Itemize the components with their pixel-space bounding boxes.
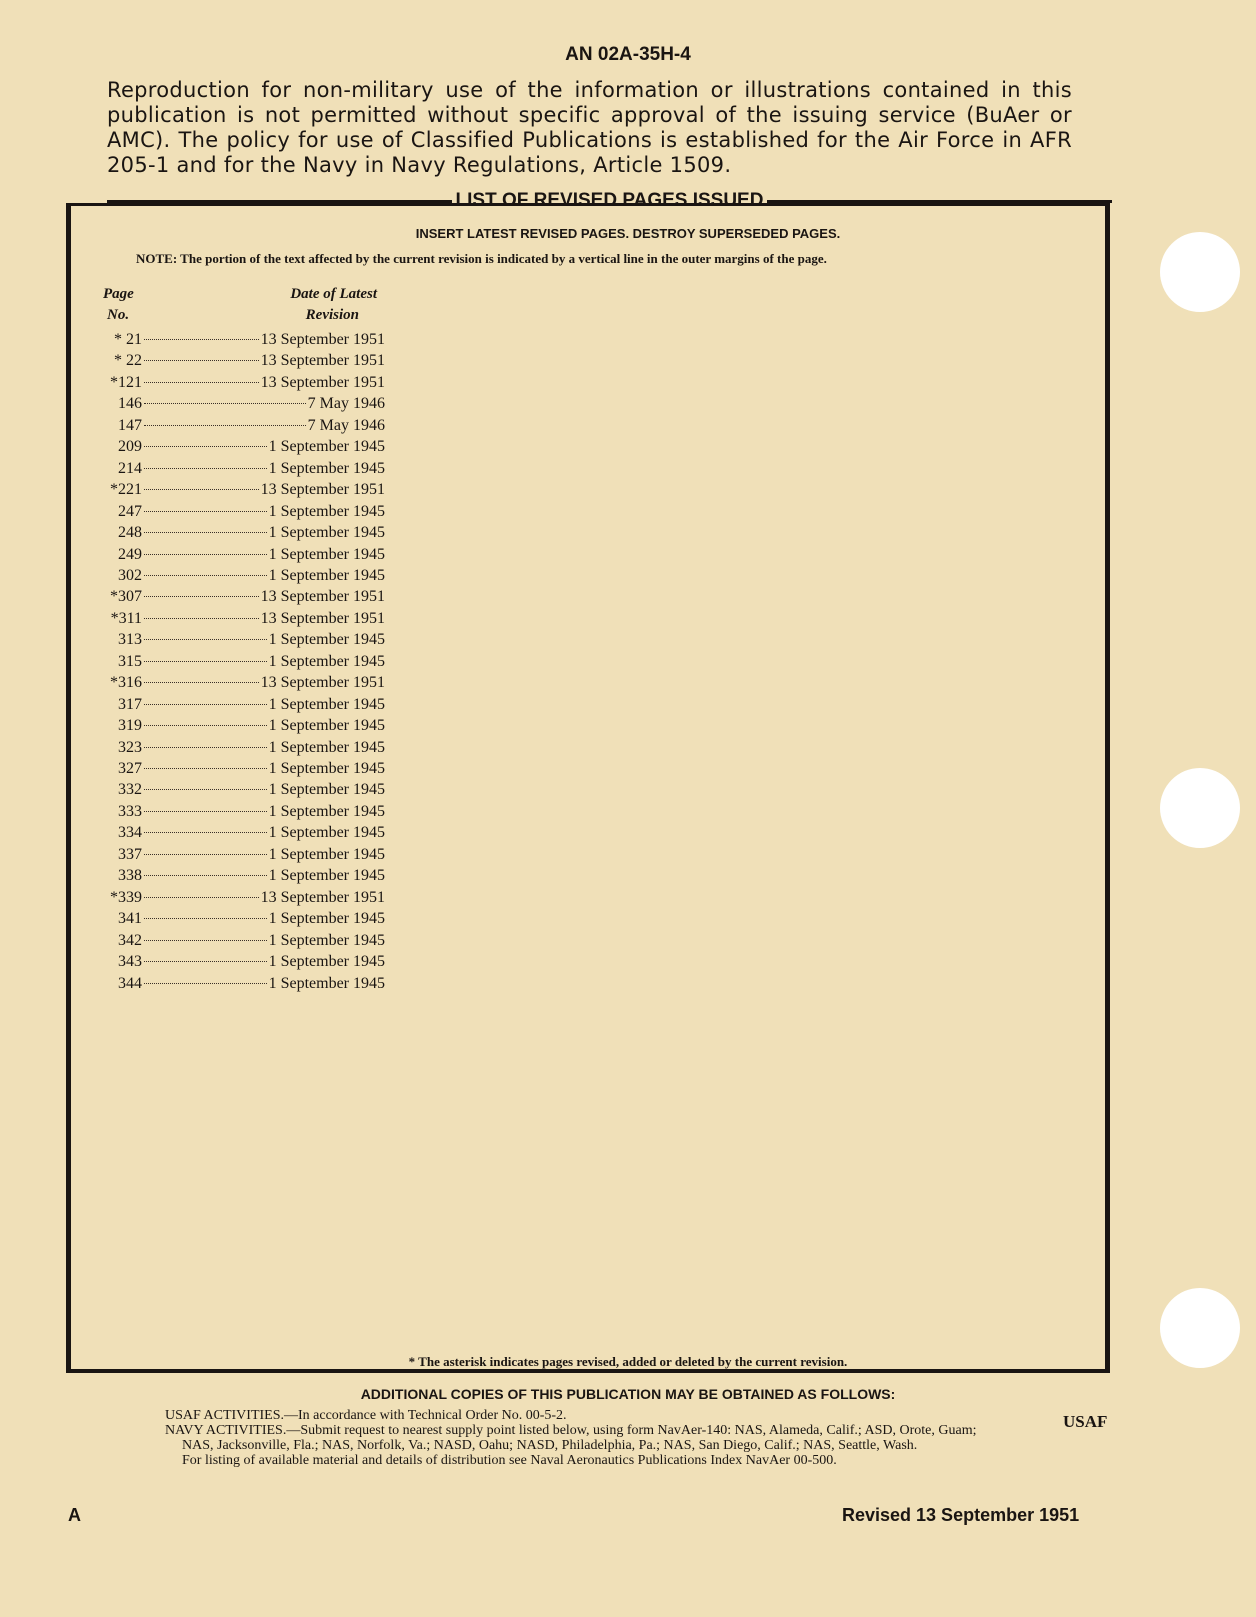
leader-dots <box>144 940 267 941</box>
table-row <box>95 524 385 545</box>
revision-date: 1 September 1945 <box>268 931 385 949</box>
leader-dots <box>144 854 267 855</box>
table-row <box>95 932 385 953</box>
revision-date: 1 September 1945 <box>268 566 385 584</box>
revision-date: 13 September 1951 <box>260 481 385 499</box>
revision-date: 1 September 1945 <box>268 631 385 649</box>
table-row <box>95 696 385 717</box>
revision-date: 1 September 1945 <box>268 695 385 713</box>
revision-date: 13 September 1951 <box>260 609 385 627</box>
column-header-date <box>262 284 377 326</box>
table-row <box>95 438 385 459</box>
page-number: 341 <box>118 910 142 928</box>
punch-hole <box>1160 1288 1240 1368</box>
revision-date: 13 September 1951 <box>260 674 385 692</box>
table-row <box>95 975 385 996</box>
revision-date: 7 May 1946 <box>307 416 385 434</box>
revision-date: 7 May 1946 <box>307 395 385 413</box>
page-number: 319 <box>118 717 142 735</box>
leader-dots <box>144 918 267 919</box>
date-label: Date of Latest <box>290 286 377 302</box>
leader-dots <box>144 532 267 533</box>
revision-date: 1 September 1945 <box>268 652 385 670</box>
revision-date: 1 September 1945 <box>268 438 385 456</box>
leader-dots <box>144 468 267 469</box>
section-title: LIST OF REVISED PAGES ISSUED <box>455 190 764 211</box>
page-number: 146 <box>118 395 142 413</box>
page-number: 343 <box>118 953 142 971</box>
leader-dots <box>144 575 267 576</box>
leader-dots <box>144 897 259 898</box>
revision-date: 13 September 1951 <box>260 588 385 606</box>
navy-activities: NAVY ACTIVITIES.—Submit request to nearest supply point listed below, using form NavAer-140: NAS, Alameda, Calif.; ASD, Orote, Guam; NAS, Jacksonville, Fla.; NAS, Norfolk, Va.; NASD, Oahu; NASD, Philadelphia, Pa.; NAS, San Diego, Calif.; NAS, Seattle, Wash. <box>165 1423 977 1453</box>
revision-date: 1 September 1945 <box>268 867 385 885</box>
page-number: *316 <box>110 674 142 692</box>
no-label: No. <box>107 307 130 323</box>
revision-date: 1 September 1945 <box>268 910 385 928</box>
page-number: *307 <box>110 588 142 606</box>
table-row <box>95 331 385 352</box>
instruction: INSERT LATEST REVISED PAGES. DESTROY SUPERSEDED PAGES. <box>415 226 841 241</box>
note: NOTE: The portion of the text affected by the current revision is indicated by a vertical line in the outer margins of the page. <box>136 251 827 266</box>
page-number: *221 <box>110 481 142 499</box>
page-number: 315 <box>118 652 142 670</box>
revision-date: 1 September 1945 <box>268 953 385 971</box>
table-row <box>95 374 385 395</box>
page-number: 214 <box>118 459 142 477</box>
usaf-activities: USAF ACTIVITIES.—In accordance with Technical Order No. 00-5-2. <box>165 1408 567 1423</box>
page-number: 338 <box>118 867 142 885</box>
table-row <box>95 546 385 567</box>
revision-date: 1 September 1945 <box>268 802 385 820</box>
page-number: 332 <box>118 781 142 799</box>
leader-dots <box>144 789 267 790</box>
leader-dots <box>144 983 267 984</box>
page-number: 327 <box>118 760 142 777</box>
page-number: *311 <box>110 609 142 627</box>
distribution-info <box>165 1408 1010 1468</box>
page-number: 248 <box>118 524 142 542</box>
leader-dots <box>144 875 267 876</box>
revision-date: 1 September 1945 <box>268 974 385 992</box>
table-row <box>95 717 385 738</box>
document-header: AN 02A-35H-4 <box>565 44 691 65</box>
additional-copies-heading: ADDITIONAL COPIES OF THIS PUBLICATION MAY BE OBTAINED AS FOLLOWS: <box>360 1386 896 1402</box>
page-number: 333 <box>118 802 142 820</box>
leader-dots <box>144 832 267 833</box>
table-row <box>95 867 385 888</box>
leader-dots <box>144 661 267 662</box>
column-header-page <box>103 284 134 326</box>
table-row <box>95 352 385 373</box>
leader-dots <box>144 747 267 748</box>
revision-date: 1 September 1945 <box>268 502 385 520</box>
leader-dots <box>144 768 267 769</box>
revision-date: 1 September 1945 <box>268 845 385 863</box>
table-row <box>95 460 385 481</box>
revision-date: 1 September 1945 <box>268 824 385 842</box>
asterisk-note: * The asterisk indicates pages revised, added or deleted by the current revision. <box>408 1354 848 1369</box>
page-number: 344 <box>118 974 142 992</box>
table-row <box>95 674 385 695</box>
page-number: 337 <box>118 845 142 863</box>
page-number: * 21 <box>114 331 142 348</box>
leader-dots <box>144 511 267 512</box>
revision-date: 13 September 1951 <box>260 352 385 370</box>
table-row <box>95 610 385 631</box>
punch-hole <box>1160 768 1240 848</box>
page-number: 147 <box>118 416 142 434</box>
table-row <box>95 395 385 416</box>
table-row <box>95 653 385 674</box>
table-row <box>95 567 385 588</box>
page-number: *121 <box>110 373 142 391</box>
leader-dots <box>144 961 267 962</box>
revision-date: 1 September 1945 <box>268 717 385 735</box>
page-number: 313 <box>118 631 142 649</box>
table-row <box>95 953 385 974</box>
leader-dots <box>144 489 259 490</box>
page-number: * 22 <box>114 352 142 370</box>
revision-date: 1 September 1945 <box>268 738 385 756</box>
punch-hole <box>1160 232 1240 312</box>
leader-dots <box>144 682 259 683</box>
table-row <box>95 417 385 438</box>
leader-dots <box>144 554 267 555</box>
leader-dots <box>144 425 306 426</box>
page-number: 334 <box>118 824 142 842</box>
leader-dots <box>144 360 259 361</box>
page-number: 323 <box>118 738 142 756</box>
table-row <box>95 889 385 910</box>
leader-dots <box>144 339 259 340</box>
revision-date: 1 September 1945 <box>268 524 385 542</box>
usaf-tag: USAF <box>1063 1412 1108 1431</box>
page-number: 317 <box>118 695 142 713</box>
table-row <box>95 803 385 824</box>
revision-date: 1 September 1945 <box>268 459 385 477</box>
table-row <box>95 631 385 652</box>
reproduction-notice: Reproduction for non-military use of the information or illustrations contained in this publication is not permitted without specific approval of the issuing service (BuAer or AMC). The policy for use of Classified Publications is established for the Air Force in AFR 205-1 and for the Navy in Navy Regulations, Article 1509. <box>107 78 1072 177</box>
page-number: 247 <box>118 502 142 520</box>
table-row <box>95 503 385 524</box>
leader-dots <box>144 811 267 812</box>
page-number: *339 <box>110 888 142 906</box>
leader-dots <box>144 639 267 640</box>
table-row <box>95 846 385 867</box>
page-number: 209 <box>118 438 142 456</box>
revision-label: Revision <box>305 307 359 323</box>
page-number: 302 <box>118 566 142 584</box>
listing-info: For listing of available material and details of distribution see Naval Aeronautics Publications Index NavAer 00-500. <box>182 1453 837 1468</box>
page-letter: A <box>68 1505 81 1525</box>
leader-dots <box>144 725 267 726</box>
table-row <box>95 739 385 760</box>
page-label: Page <box>103 286 134 302</box>
revision-date: 13 September 1951 <box>260 373 385 391</box>
revision-date: 1 September 1945 <box>268 545 385 563</box>
leader-dots <box>144 382 259 383</box>
leader-dots <box>144 618 259 619</box>
revision-date: Revised 13 September 1951 <box>842 1505 1080 1525</box>
table-row <box>95 824 385 845</box>
revision-date: 13 September 1951 <box>260 331 385 348</box>
table-row <box>95 481 385 502</box>
leader-dots <box>144 704 267 705</box>
page-number: 249 <box>118 545 142 563</box>
table-row <box>95 910 385 931</box>
table-row <box>95 781 385 802</box>
revision-date: 1 September 1945 <box>268 760 385 777</box>
leader-dots <box>144 596 259 597</box>
leader-dots <box>144 446 267 447</box>
revision-date: 13 September 1951 <box>260 888 385 906</box>
page-number: 342 <box>118 931 142 949</box>
revision-date: 1 September 1945 <box>268 781 385 799</box>
table-row <box>95 760 385 781</box>
table-row <box>95 588 385 609</box>
leader-dots <box>144 403 306 404</box>
